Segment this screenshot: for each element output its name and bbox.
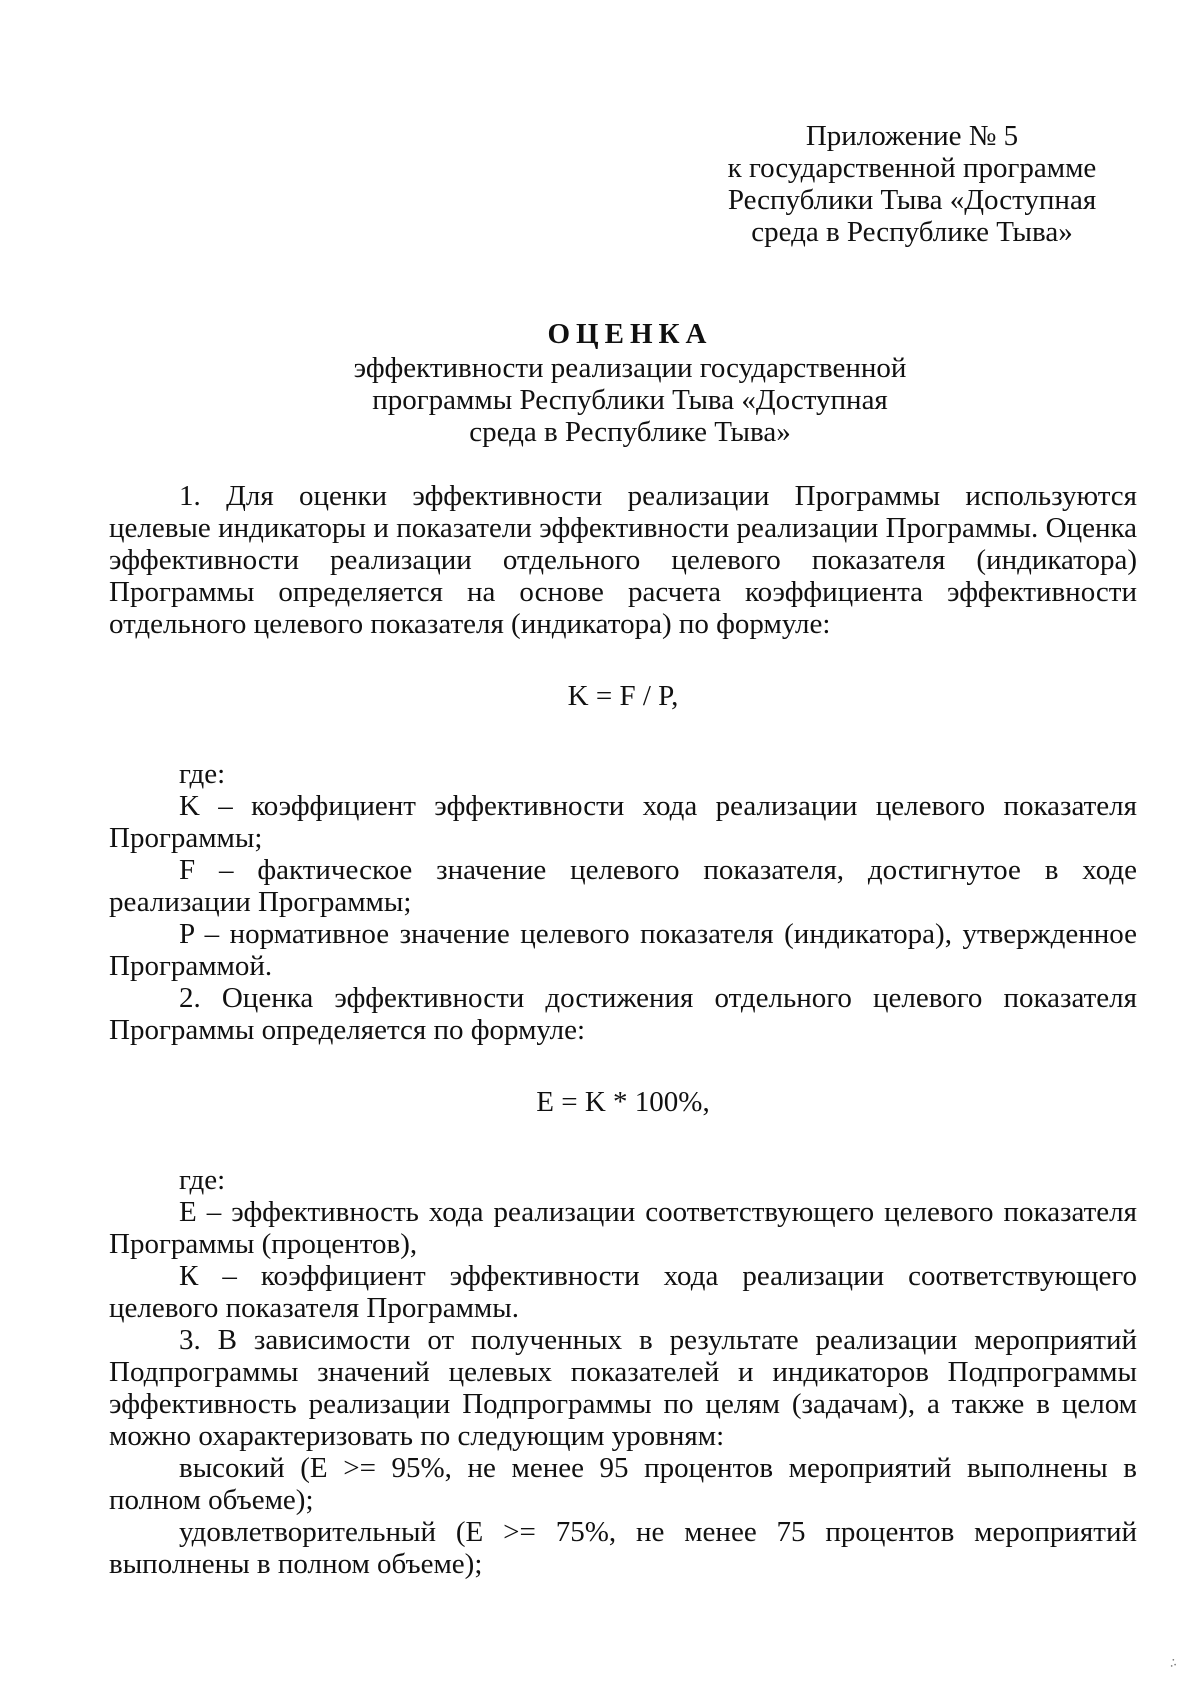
appendix-line-1: Приложение № 5 (805, 120, 1019, 152)
formula-k: K = F / P, (567, 680, 679, 712)
paragraph-1: 1. Для оценки эффективности реализации Программы используются целевые индикаторы и показатели эффективности реализации Программы. Оценка эффективности реализации отдельного целевого показателя (индикатора) Программы определяется на основе расчета коэффициента эффективности отдельного целевого показателя (индикатора) по формуле: (109, 480, 1137, 640)
appendix-header (712, 120, 1112, 248)
definition-f: F – фактическое значение целевого показателя, достигнутое в ходе реализации Программы; (109, 854, 1137, 918)
appendix-line-2: к государственной программе (727, 152, 1097, 184)
definition-p: P – нормативное значение целевого показателя (индикатора), утвержденное Программой. (109, 918, 1137, 982)
formula-e: E = K * 100%, (536, 1086, 710, 1118)
appendix-line-3: Республики Тыва «Доступная (727, 184, 1097, 216)
paragraph-3: 3. В зависимости от полученных в результате реализации мероприятий Подпрограммы значений целевых показателей и индикаторов Подпрограммы эффективность реализации Подпрограммы по целям (задачам), а также в целом можно охарактеризовать по следующим уровням: (109, 1324, 1137, 1452)
document-title: ОЦЕНКА (547, 318, 713, 350)
where-label-2: где: (179, 1164, 226, 1196)
paragraph-2: 2. Оценка эффективности достижения отдельного целевого показателя Программы определяется по формуле: (109, 982, 1137, 1046)
document-body (109, 480, 1137, 1580)
title-subtitle-line-1: эффективности реализации государственной (353, 352, 907, 384)
document-title-block (280, 318, 980, 448)
appendix-line-4: среда в Республике Тыва» (751, 216, 1073, 248)
title-subtitle-line-2: программы Республики Тыва «Доступная (372, 384, 888, 416)
definition-k-2: К – коэффициент эффективности хода реализации соответствующего целевого показателя Программы. (109, 1260, 1137, 1324)
scan-corner-mark: .: (1166, 1654, 1179, 1671)
level-high: высокий (E >= 95%, не менее 95 процентов мероприятий выполнены в полном объеме); (109, 1452, 1137, 1516)
title-subtitle-line-3: среда в Республике Тыва» (469, 416, 791, 448)
where-label-1: где: (179, 758, 226, 790)
definition-k: K – коэффициент эффективности хода реализации целевого показателя Программы; (109, 790, 1137, 854)
definition-e: E – эффективность хода реализации соответствующего целевого показателя Программы (процентов), (109, 1196, 1137, 1260)
level-satisfactory: удовлетворительный (E >= 75%, не менее 75 процентов мероприятий выполнены в полном объеме); (109, 1516, 1137, 1580)
